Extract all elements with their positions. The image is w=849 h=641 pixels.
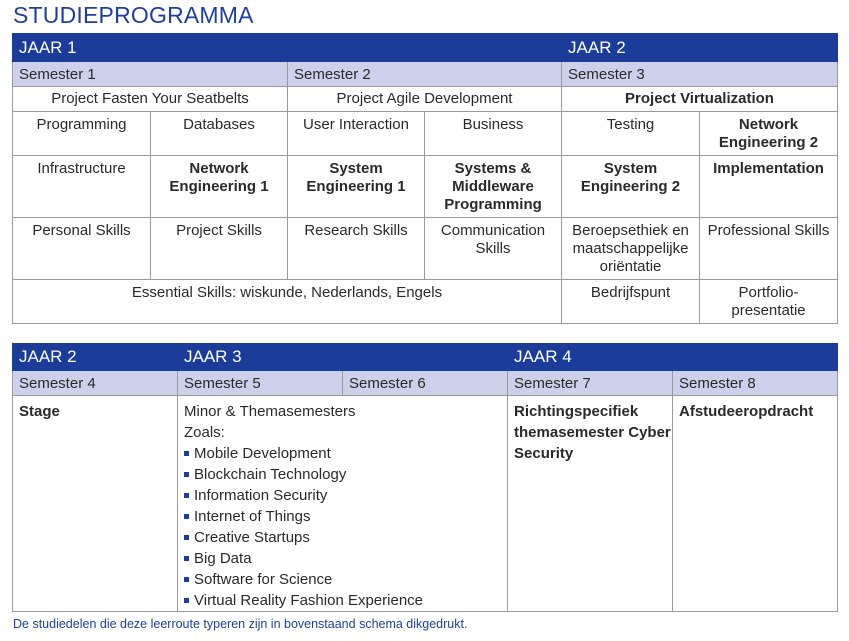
minor-cell xyxy=(178,396,508,612)
skill-beroepsethiek: Beroepsethiek en maatschappelijke oriëntatie xyxy=(562,218,700,280)
course-system-engineering-2: System Engineering 2 xyxy=(562,156,700,218)
bullet-square-icon xyxy=(184,514,189,519)
course-infrastructure: Infrastructure xyxy=(13,156,151,218)
minor-item xyxy=(184,548,507,569)
bullet-square-icon xyxy=(184,535,189,540)
minor-title: Minor & Themasemesters xyxy=(184,403,356,420)
minor-item-label: Virtual Reality Fashion Experience xyxy=(194,592,424,609)
course-databases: Databases xyxy=(151,112,288,156)
project-virtualization: Project Virtualization xyxy=(562,87,838,112)
minor-item xyxy=(184,485,507,506)
portfolio-presentatie: Portfolio-presentatie xyxy=(700,280,838,324)
course-network-engineering-1: Network Engineering 1 xyxy=(151,156,288,218)
semester-5: Semester 5 xyxy=(178,371,343,396)
course-testing: Testing xyxy=(562,112,700,156)
bullet-square-icon xyxy=(184,451,189,456)
minor-zoals: Zoals: xyxy=(184,424,225,441)
minor-item xyxy=(184,464,507,485)
course-programming: Programming xyxy=(13,112,151,156)
year-header-3: JAAR 3 xyxy=(178,344,508,371)
semester-4: Semester 4 xyxy=(13,371,178,396)
course-network-engineering-2: Network Engineering 2 xyxy=(700,112,838,156)
minor-list xyxy=(184,443,507,611)
course-business: Business xyxy=(425,112,562,156)
year-header-2b: JAAR 2 xyxy=(13,344,178,371)
minor-item xyxy=(184,590,507,611)
minor-item-label: Blockchain Technology xyxy=(194,466,347,483)
semester-1: Semester 1 xyxy=(13,62,288,87)
project-agile-development: Project Agile Development xyxy=(288,87,562,112)
study-table-year1-2 xyxy=(12,33,838,324)
project-fasten-your-seatbelts: Project Fasten Your Seatbelts xyxy=(13,87,288,112)
minor-item xyxy=(184,506,507,527)
course-system-engineering-1: System Engineering 1 xyxy=(288,156,425,218)
minor-item-label: Mobile Development xyxy=(194,445,331,462)
bullet-square-icon xyxy=(184,472,189,477)
skill-professional: Professional Skills xyxy=(700,218,838,280)
minor-item xyxy=(184,527,507,548)
semester-3: Semester 3 xyxy=(562,62,838,87)
bullet-square-icon xyxy=(184,556,189,561)
course-implementation: Implementation xyxy=(700,156,838,218)
year-header-1: JAAR 1 xyxy=(13,34,562,62)
semester-7: Semester 7 xyxy=(508,371,673,396)
page-title: STUDIEPROGRAMMA xyxy=(13,2,254,28)
semester-6: Semester 6 xyxy=(343,371,508,396)
semester-2: Semester 2 xyxy=(288,62,562,87)
minor-item-label: Internet of Things xyxy=(194,508,311,525)
stage-cell: Stage xyxy=(13,396,178,612)
minor-item-label: Software for Science xyxy=(194,571,333,588)
bullet-square-icon xyxy=(184,598,189,603)
bullet-square-icon xyxy=(184,493,189,498)
footnote: De studiedelen die deze leerroute typeren zijn in bovenstaand schema dikgedrukt. xyxy=(13,617,468,631)
essential-skills: Essential Skills: wiskunde, Nederlands, Engels xyxy=(13,280,562,324)
afstudeeropdracht-cell: Afstudeeropdracht xyxy=(673,396,838,612)
minor-item xyxy=(184,569,507,590)
skill-personal: Personal Skills xyxy=(13,218,151,280)
semester-8: Semester 8 xyxy=(673,371,838,396)
study-table-year2-4 xyxy=(12,343,838,612)
themasemester-cell: Richtingspecifiek themasemester Cyber Security xyxy=(508,396,673,612)
year-header-2: JAAR 2 xyxy=(562,34,838,62)
minor-item-label: Information Security xyxy=(194,487,328,504)
minor-item-label: Creative Startups xyxy=(194,529,310,546)
skill-research: Research Skills xyxy=(288,218,425,280)
course-user-interaction: User Interaction xyxy=(288,112,425,156)
skill-project: Project Skills xyxy=(151,218,288,280)
skill-communication: Communication Skills xyxy=(425,218,562,280)
course-systems-middleware-programming: Systems & Middleware Programming xyxy=(425,156,562,218)
bedrijfspunt: Bedrijfspunt xyxy=(562,280,700,324)
minor-item-label: Big Data xyxy=(194,550,252,567)
bullet-square-icon xyxy=(184,577,189,582)
year-header-4: JAAR 4 xyxy=(508,344,838,371)
minor-item xyxy=(184,443,507,464)
